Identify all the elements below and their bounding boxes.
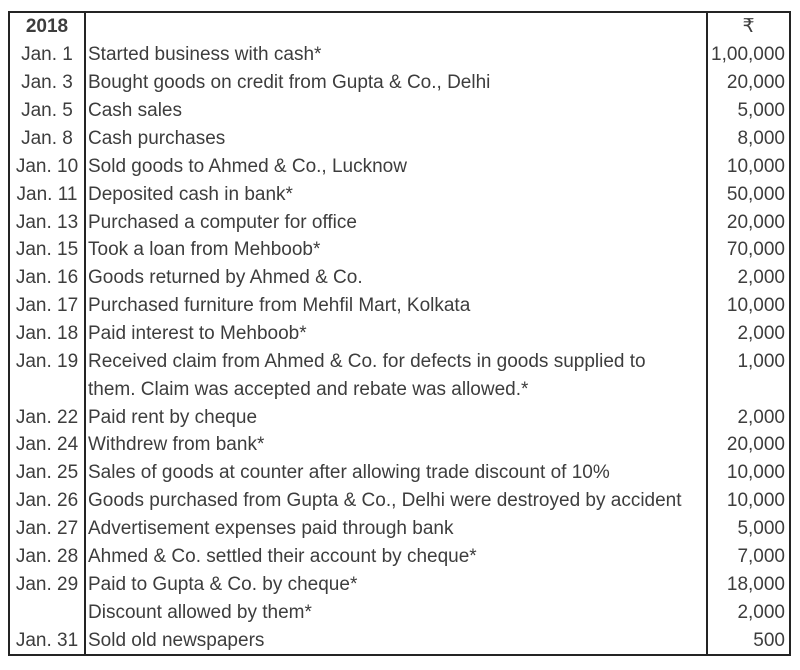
row-description: Goods purchased from Gupta & Co., Delhi were destroyed by accident xyxy=(88,490,682,512)
year-header: 2018 xyxy=(10,13,86,41)
row-date: Jan. 11 xyxy=(10,180,86,208)
row-amount: 8,000 xyxy=(706,124,789,152)
row-date: Jan. 28 xyxy=(10,543,86,571)
row-description: Cash sales xyxy=(88,100,182,122)
row-amount: 1,000 xyxy=(706,347,789,375)
row-date: Jan. 18 xyxy=(10,320,86,348)
row-description: Cash purchases xyxy=(88,127,226,149)
row-description: Deposited cash in bank* xyxy=(88,183,293,205)
row-amount: 5,000 xyxy=(706,97,789,125)
description-header-empty xyxy=(86,13,706,41)
row-amount: 18,000 xyxy=(706,570,789,598)
row-amount: 10,000 xyxy=(706,487,789,515)
row-date: Jan. 1 xyxy=(10,41,86,69)
row-date: Jan. 13 xyxy=(10,208,86,236)
row-date: Jan. 10 xyxy=(10,152,86,180)
transactions-table xyxy=(8,11,791,656)
row-amount: 2,000 xyxy=(706,264,789,292)
row-amount: 2,000 xyxy=(706,598,789,626)
row-date: Jan. 19 xyxy=(10,347,86,375)
row-description: Sales of goods at counter after allowing trade discount of 10% xyxy=(88,462,610,484)
row-description: Started business with cash* xyxy=(88,44,322,66)
row-amount: 50,000 xyxy=(706,180,789,208)
row-date: Jan. 8 xyxy=(10,124,86,152)
row-amount: 7,000 xyxy=(706,543,789,571)
row-amount: 2,000 xyxy=(706,320,789,348)
row-date: Jan. 17 xyxy=(10,292,86,320)
row-description: Withdrew from bank* xyxy=(88,434,265,456)
row-description: Discount allowed by them* xyxy=(88,601,312,623)
row-date xyxy=(10,375,86,403)
row-date: Jan. 25 xyxy=(10,459,86,487)
row-description: Bought goods on credit from Gupta & Co., Delhi xyxy=(88,72,491,94)
row-description: Purchased a computer for office xyxy=(88,211,357,233)
row-date: Jan. 5 xyxy=(10,97,86,125)
row-date: Jan. 24 xyxy=(10,431,86,459)
row-date: Jan. 31 xyxy=(10,626,86,654)
row-description: Paid to Gupta & Co. by cheque* xyxy=(88,573,358,595)
row-amount: 1,00,000 xyxy=(706,41,789,69)
row-amount: 10,000 xyxy=(706,459,789,487)
row-date: Jan. 22 xyxy=(10,403,86,431)
row-amount: 10,000 xyxy=(706,152,789,180)
row-amount: 500 xyxy=(706,626,789,654)
row-amount xyxy=(706,375,789,403)
row-amount: 20,000 xyxy=(706,431,789,459)
row-date: Jan. 27 xyxy=(10,515,86,543)
row-amount: 20,000 xyxy=(706,208,789,236)
row-description: Paid rent by cheque xyxy=(88,406,258,428)
rupee-symbol-header: ₹ xyxy=(706,13,789,41)
row-date xyxy=(10,598,86,626)
row-amount: 70,000 xyxy=(706,236,789,264)
row-description: Received claim from Ahmed & Co. for defects in goods supplied to xyxy=(88,350,646,372)
row-description: Sold goods to Ahmed & Co., Lucknow xyxy=(88,155,407,177)
row-date: Jan. 15 xyxy=(10,236,86,264)
row-date: Jan. 16 xyxy=(10,264,86,292)
row-description: Paid interest to Mehboob* xyxy=(88,322,307,344)
row-description: Took a loan from Mehboob* xyxy=(88,239,321,261)
row-amount: 10,000 xyxy=(706,292,789,320)
row-date: Jan. 3 xyxy=(10,69,86,97)
row-description: Purchased furniture from Mehfil Mart, Kolkata xyxy=(88,295,471,317)
row-date: Jan. 29 xyxy=(10,570,86,598)
row-description: Sold old newspapers xyxy=(88,629,265,651)
row-description: Goods returned by Ahmed & Co. xyxy=(88,267,363,289)
row-description: them. Claim was accepted and rebate was allowed.* xyxy=(88,378,529,400)
row-amount: 2,000 xyxy=(706,403,789,431)
row-description: Advertisement expenses paid through bank xyxy=(88,518,454,540)
row-date: Jan. 26 xyxy=(10,487,86,515)
row-description: Ahmed & Co. settled their account by cheque* xyxy=(88,545,477,567)
row-amount: 20,000 xyxy=(706,69,789,97)
row-amount: 5,000 xyxy=(706,515,789,543)
